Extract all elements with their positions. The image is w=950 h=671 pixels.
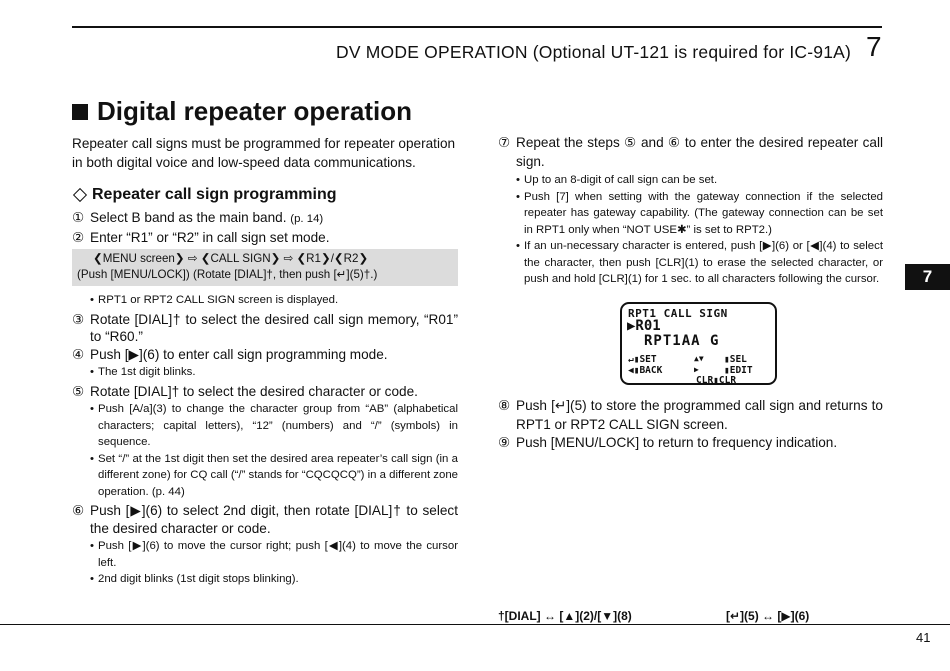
step-8 xyxy=(498,397,883,434)
lcd-memory-channel: ▶R01 xyxy=(627,318,661,334)
lcd-title: RPT1 CALL SIGN xyxy=(628,307,728,320)
step-1 xyxy=(72,209,458,229)
header-rule xyxy=(72,26,882,28)
list-item: • Up to an 8-digit of call sign can be set. xyxy=(516,174,718,186)
page-header-title: DV MODE OPERATION (Optional UT-121 is required for IC-91A) xyxy=(336,42,852,62)
list-item: • The 1st digit blinks. xyxy=(90,366,196,378)
menu-path: ❮MENU screen❯ ⇨ ❮CALL SIGN❯ ⇨ ❮R1❯/❮R2❯ xyxy=(93,252,369,265)
step-number: ⑨ xyxy=(498,435,511,450)
step-4 xyxy=(72,346,458,364)
footer-rule xyxy=(0,624,950,625)
step-text: Enter “R1” or “R2” in call sign set mode. xyxy=(90,229,330,245)
step-number: ① xyxy=(72,210,85,225)
step-3 xyxy=(72,311,458,346)
list-item: • Push [7] when setting with the gateway connection if the selected repeater has gateway capability. (The gateway connection can be set in RPT1 only when “NOT USE✱” is set to RPT2.) xyxy=(516,190,883,236)
left-column xyxy=(72,209,458,590)
lcd-sel-key: ▮SEL xyxy=(724,354,747,365)
step-text: Push [▶](6) to enter call sign programming mode. xyxy=(90,346,388,362)
list-item: • 2nd digit blinks (1st digit stops blinking). xyxy=(90,573,299,585)
lcd-clr-key: CLR▮CLR xyxy=(696,375,737,386)
list-item: • Push [▶](6) to move the cursor right; push [◀](4) to move the cursor left. xyxy=(90,540,458,569)
lcd-back-key: ◀▮BACK xyxy=(628,365,663,376)
list-item: • RPT1 or RPT2 CALL SIGN screen is displayed. xyxy=(90,294,339,306)
lcd-callsign: RPT1AA G xyxy=(644,333,720,349)
page-reference: (p. 14) xyxy=(290,213,324,225)
step-6 xyxy=(72,502,458,537)
step-text: Push [↵](5) to store the programmed call sign and returns to RPT1 or RPT2 CALL SIGN screen. xyxy=(516,398,883,432)
page-number: 41 xyxy=(916,630,931,645)
lcd-display xyxy=(620,302,777,385)
lcd-set-key: ↵▮SET xyxy=(628,354,657,365)
list-item: • If an un-necessary character is entered, push [▶](6) or [◀](4) to select the character, then push [CLR](1) to erase the selected character, or push and hold [CLR](1) for 1 sec. to all characters following the cursor. xyxy=(516,240,883,285)
step-9 xyxy=(498,434,883,453)
step-text: Push [MENU/LOCK] to return to frequency indication. xyxy=(516,435,838,450)
menu-path-box xyxy=(72,249,458,286)
step-number: ⑧ xyxy=(498,398,511,413)
step-number: ⑤ xyxy=(72,383,85,399)
footer-dial-note: †[DIAL] ↔ [▲](2)/[▼](8) xyxy=(498,609,632,623)
step-number: ② xyxy=(72,229,85,245)
menu-path-instructions: (Push [MENU/LOCK]) (Rotate [DIAL]†, then push [↵](5)†.) xyxy=(77,268,378,281)
lcd-up-down-icon: ▲▼ xyxy=(694,354,704,363)
subsection-title xyxy=(72,186,337,204)
right-column-lower xyxy=(498,397,883,453)
step-2 xyxy=(72,229,458,247)
subsection-title-text: Repeater call sign programming xyxy=(92,186,337,203)
list-item: • Set “/” at the 1st digit then set the desired area repeater’s call sign (in a different zone) for CQ call (“/” stands for “CQCQCQ”) in a different zone operation. (p. 44) xyxy=(90,452,458,498)
diamond-icon xyxy=(73,188,87,202)
step-text: Push [▶](6) to select 2nd digit, then rotate [DIAL]† to select the desired character or code. xyxy=(90,503,458,536)
step-7 xyxy=(498,134,883,171)
step-number: ⑦ xyxy=(498,135,511,150)
step-number: ④ xyxy=(72,346,85,362)
lcd-right-icon: ▶ xyxy=(694,365,699,374)
lcd-edit-key: ▮EDIT xyxy=(724,365,753,376)
list-item: • Push [A/a](3) to change the character group from “AB” (alphabetical characters; capital letters), “12” (numbers) and “/” (symbols) in sequence. xyxy=(90,403,458,448)
right-column xyxy=(498,134,883,290)
step-text: Rotate [DIAL]† to select the desired character or code. xyxy=(90,383,418,399)
step-number: ⑥ xyxy=(72,503,85,518)
step-text: Rotate [DIAL]† to select the desired call sign memory, “R01” to “R60.” xyxy=(90,311,458,344)
step-text: Repeat the steps ⑤ and ⑥ to enter the desired repeater call sign. xyxy=(516,135,883,169)
step-5 xyxy=(72,383,458,401)
step-number: ③ xyxy=(72,311,85,327)
chapter-number: 7 xyxy=(866,31,882,62)
section-title-text: Digital repeater operation xyxy=(97,96,412,126)
chapter-side-tab: 7 xyxy=(905,264,950,290)
section-intro: Repeater call signs must be programmed for repeater operation in both digital voice and low-speed data communications. xyxy=(72,136,456,170)
square-bullet-icon xyxy=(72,104,88,120)
footer-key-note: [↵](5) ↔ [▶](6) xyxy=(726,609,810,623)
section-title xyxy=(72,96,412,127)
step-text: Select B band as the main band. xyxy=(90,210,287,225)
